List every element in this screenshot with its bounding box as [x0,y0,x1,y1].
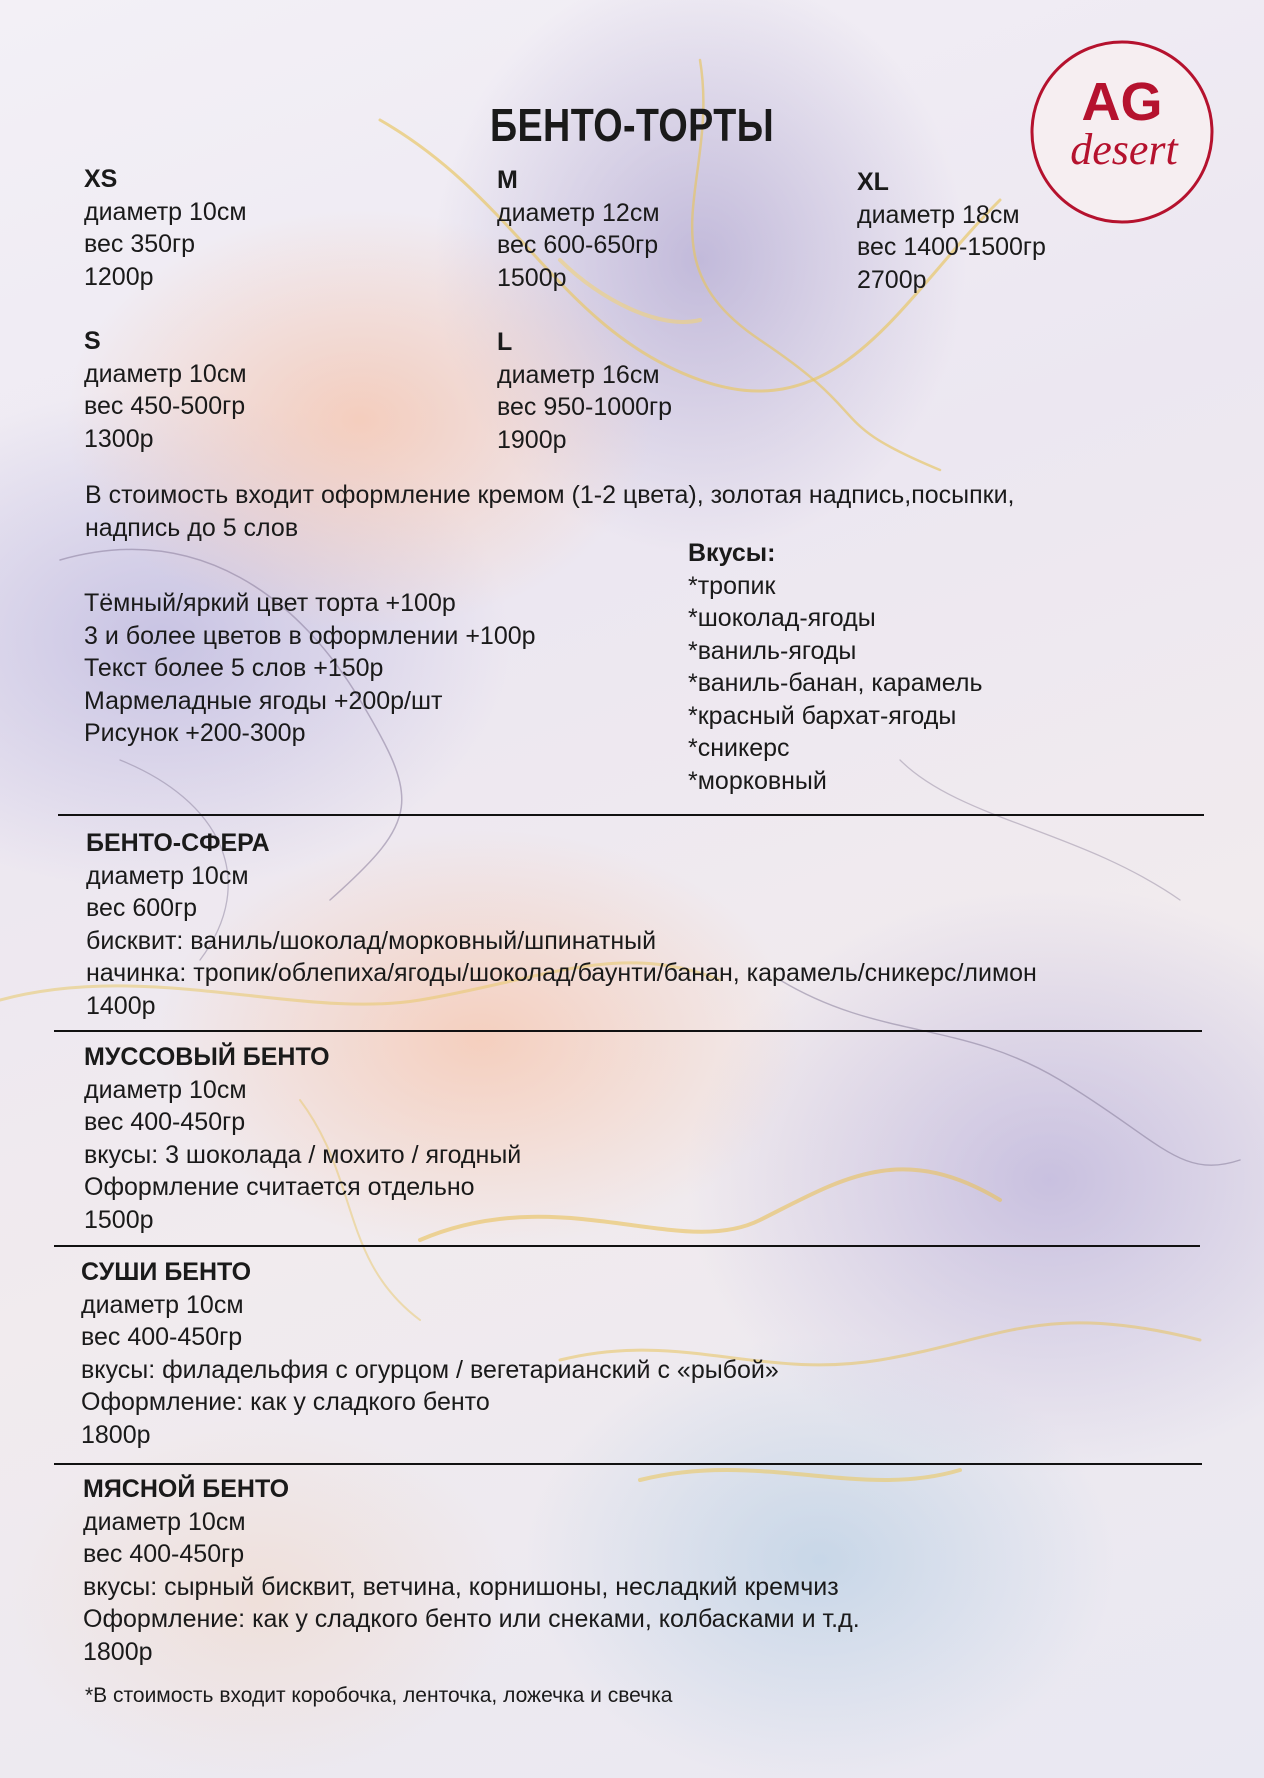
section-line: вес 400-450гр [83,1540,245,1568]
size-diameter: диаметр 12см [497,198,660,227]
section-line: Оформление считается отдельно [84,1173,475,1201]
section-line: 1400р [86,991,156,1020]
size-s [84,325,247,455]
flavors-list [688,537,982,797]
size-price: 1900р [497,425,567,454]
section-divider [54,1463,1202,1465]
section-line: диаметр 10см [86,861,249,890]
section-meat-bento [83,1473,860,1668]
section-line: вкусы: филадельфия с огурцом / вегетарианский с «рыбой» [81,1355,779,1384]
extra-item: Рисунок +200-300р [84,719,306,747]
extra-item: Мармеладные ягоды +200р/шт [84,686,443,715]
size-name: S [84,327,101,355]
section-line: вес 400-450гр [84,1108,246,1136]
size-weight: вес 600-650гр [497,231,659,259]
section-line: 1500р [84,1205,154,1234]
flavor-item: *шоколад-ягоды [688,604,876,632]
section-bento-sphere [86,827,1037,1022]
size-price: 1300р [84,424,154,453]
section-line: начинка: тропик/облепиха/ягоды/шоколад/баунти/банан, карамель/сникерс/лимон [86,959,1037,987]
size-name: M [497,166,518,194]
size-diameter: диаметр 16см [497,360,660,389]
flavor-item: *ваниль-банан, карамель [688,669,983,697]
section-line: Оформление: как у сладкого бенто [81,1388,490,1416]
section-line: вкусы: 3 шоколада / мохито / ягодный [84,1140,522,1169]
section-line: диаметр 10см [83,1507,246,1536]
included-note [85,479,1015,544]
size-price: 1500р [497,263,567,292]
size-diameter: диаметр 10см [84,359,247,388]
section-line: вкусы: сырный бисквит, ветчина, корнишоны, несладкий кремчиз [83,1572,839,1601]
size-name: XL [857,168,889,196]
size-m [497,164,660,294]
size-weight: вес 350гр [84,230,196,258]
section-heading: СУШИ БЕНТО [81,1258,252,1286]
section-divider [54,1245,1200,1247]
section-line: вес 400-450гр [81,1323,243,1351]
flavors-heading: Вкусы: [688,539,776,567]
size-weight: вес 1400-1500гр [857,233,1046,261]
flavor-item: *морковный [688,766,827,795]
section-divider [54,1030,1202,1032]
section-line: 1800р [83,1637,153,1666]
size-name: L [497,328,513,356]
extra-item: Текст более 5 слов +150р [84,654,384,682]
size-xl [857,166,1046,296]
extra-item: Тёмный/яркий цвет торта +100р [84,589,456,617]
extras-list [84,587,536,750]
size-price: 2700р [857,265,927,294]
section-line: диаметр 10см [81,1290,244,1319]
size-diameter: диаметр 10см [84,197,247,226]
flavor-item: *красный бархат-ягоды [688,701,957,730]
included-line: В стоимость входит оформление кремом (1-2 цвета), золотая надпись,посыпки, [85,481,1015,509]
section-heading: МУССОВЫЙ БЕНТО [84,1043,330,1071]
flavor-item: *ваниль-ягоды [688,636,857,665]
svg-text:AG: AG [1081,72,1163,132]
section-line: диаметр 10см [84,1075,247,1104]
svg-text:desert: desert [1070,125,1178,174]
section-line: вес 600гр [86,894,198,922]
section-line: бисквит: ваниль/шоколад/морковный/шпинатный [86,926,657,955]
section-line: Оформление: как у сладкого бенто или снеками, колбасками и т.д. [83,1605,860,1633]
size-weight: вес 450-500гр [84,392,246,420]
section-line: 1800р [81,1420,151,1449]
section-mousse-bento [84,1041,521,1236]
section-heading: МЯСНОЙ БЕНТО [83,1475,290,1503]
section-divider [58,814,1204,816]
footnote: *В стоимость входит коробочка, ленточка, ложечка и свечка [85,1684,673,1707]
section-heading: БЕНТО-СФЕРА [86,829,270,857]
extra-item: 3 и более цветов в оформлении +100р [84,621,536,650]
flavor-item: *тропик [688,571,776,600]
included-line: надпись до 5 слов [85,513,299,542]
size-name: XS [84,165,118,193]
page-title: БЕНТО-ТОРТЫ [489,99,775,151]
section-sushi-bento [81,1256,779,1451]
size-price: 1200р [84,262,154,291]
size-diameter: диаметр 18см [857,200,1020,229]
size-xs [84,163,247,293]
size-weight: вес 950-1000гр [497,393,673,421]
size-l [497,326,672,456]
flavor-item: *сникерс [688,734,790,762]
